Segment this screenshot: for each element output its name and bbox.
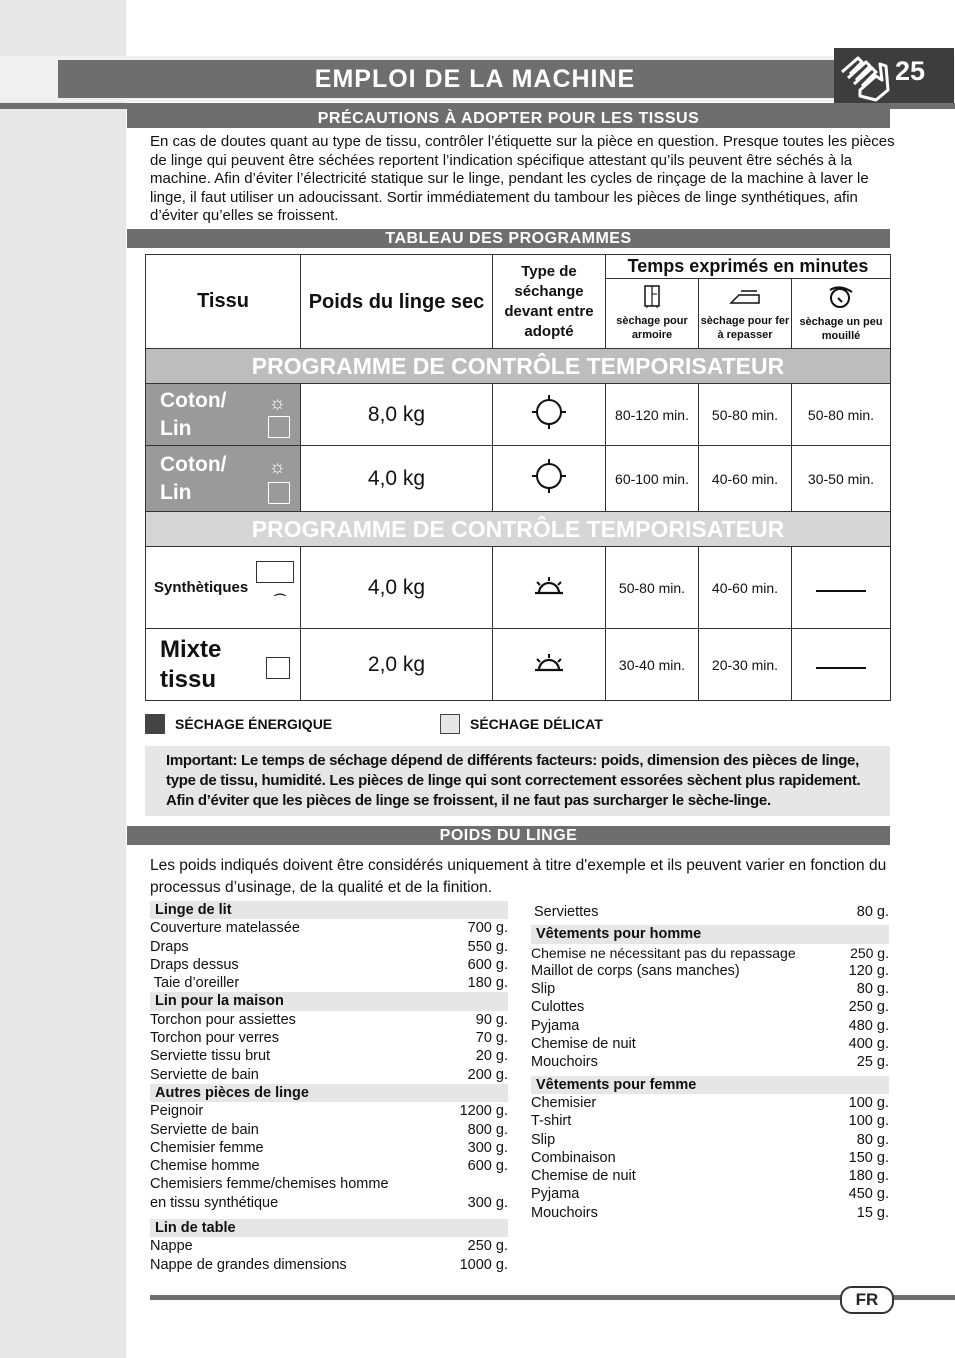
list-item xyxy=(150,1256,508,1274)
list-item xyxy=(150,1066,508,1084)
list-item xyxy=(531,1185,889,1203)
item-value: 250 g. xyxy=(848,999,889,1016)
item-value: 600 g. xyxy=(467,1158,508,1175)
group-title: Lin de table xyxy=(150,1219,508,1237)
type-cell xyxy=(493,629,606,701)
item-label: Culottes xyxy=(531,999,585,1016)
item-label: Chemise ne nécessitant pas du repassage xyxy=(531,944,796,961)
item-value: 70 g. xyxy=(475,1030,508,1047)
repasser-value: 40-60 min. xyxy=(699,547,792,629)
item-label: en tissu synthétique xyxy=(150,1194,279,1211)
label-icon xyxy=(268,416,290,438)
list-item xyxy=(531,1131,889,1149)
mouille-value xyxy=(792,547,891,629)
col-poids: Poids du linge sec xyxy=(301,255,493,349)
item-label: Chemise de nuit xyxy=(531,1168,636,1185)
item-value: 180 g. xyxy=(467,975,508,992)
list-item xyxy=(531,944,889,962)
item-value: 120 g. xyxy=(848,962,889,979)
item-label: Pyjama xyxy=(531,1017,580,1034)
sun-icon: ☼ xyxy=(268,457,286,478)
item-label: Nappe xyxy=(150,1238,193,1255)
list-item xyxy=(150,1047,508,1065)
list-item xyxy=(531,962,889,980)
group-title: Vêtements pour femme xyxy=(531,1076,889,1094)
list-item xyxy=(150,919,508,937)
item-value: 180 g. xyxy=(848,1168,889,1185)
item-label: Taie d’oreiller xyxy=(150,975,240,992)
legend-delicat-label: SÉCHAGE DÉLICAT xyxy=(470,716,603,732)
mouille-cell xyxy=(792,279,891,349)
list-item xyxy=(531,980,889,998)
list-item xyxy=(150,974,508,992)
banner-temporisateur-1: PROGRAMME DE CONTRÔLE TEMPORISATEUR xyxy=(146,349,891,384)
armoire-cell xyxy=(606,279,699,349)
armoire-value: 30-40 min. xyxy=(606,629,699,701)
item-value: 25 g. xyxy=(856,1054,889,1071)
legend-delicat xyxy=(440,714,603,734)
language-badge: FR xyxy=(840,1286,894,1314)
item-value: 600 g. xyxy=(467,956,508,973)
group-title: Autres pièces de linge xyxy=(150,1084,508,1102)
tissu-label: Mixte tissu xyxy=(160,635,222,693)
item-value: 1000 g. xyxy=(459,1256,508,1273)
weights-right-list xyxy=(531,903,889,1222)
tissu-cell xyxy=(146,446,301,512)
item-label: Mouchoirs xyxy=(531,1054,598,1071)
item-label: Chemisiers femme/chemises homme xyxy=(150,1176,389,1193)
item-label: Chemise de nuit xyxy=(531,1036,636,1053)
tissu-cell xyxy=(146,547,301,629)
item-label: Combinaison xyxy=(531,1149,616,1166)
armoire-value: 80-120 min. xyxy=(606,384,699,446)
tissu-label: Coton/ Lin xyxy=(160,452,227,504)
banner-temporisateur-2: PROGRAMME DE CONTRÔLE TEMPORISATEUR xyxy=(146,512,891,547)
list-item xyxy=(531,1167,889,1185)
item-label: Chemisier xyxy=(531,1094,597,1111)
item-label: Torchon pour assiettes xyxy=(150,1011,296,1028)
item-value: 80 g. xyxy=(856,904,889,920)
item-value: 550 g. xyxy=(467,938,508,955)
item-label: Couverture matelassée xyxy=(150,920,300,937)
list-item xyxy=(150,1237,508,1255)
table-row xyxy=(146,446,891,512)
repasser-value: 40-60 min. xyxy=(699,446,792,512)
type-cell xyxy=(493,547,606,629)
tissu-cell xyxy=(146,629,301,701)
item-label: Serviette tissu brut xyxy=(150,1048,271,1065)
tableau-heading: TABLEAU DES PROGRAMMES xyxy=(127,229,890,248)
list-item xyxy=(531,998,889,1016)
group-title: Linge de lit xyxy=(150,901,508,919)
list-item xyxy=(531,1112,889,1130)
item-value: 150 g. xyxy=(848,1149,889,1166)
programme-table xyxy=(145,254,891,701)
list-item xyxy=(150,1102,508,1120)
poids-intro: Les poids indiqués doivent être considérés uniquement à titre d'exemple et ils peuvent varier en fonction du processus d’usinage, de la qualité et de la finition. xyxy=(150,857,887,896)
footer-rule xyxy=(150,1295,955,1300)
item-value: 90 g. xyxy=(475,1011,508,1028)
col-tissu: Tissu xyxy=(146,255,301,349)
list-item xyxy=(150,1175,508,1193)
item-value: 250 g. xyxy=(467,1238,508,1255)
label-icon xyxy=(256,561,294,583)
item-value: 480 g. xyxy=(848,1017,889,1034)
page-title: EMPLOI DE LA MACHINE xyxy=(58,60,892,98)
poids-cell: 4,0 kg xyxy=(301,446,493,512)
weights-left-list xyxy=(150,901,508,1274)
item-value: 800 g. xyxy=(467,1121,508,1138)
group-title: Lin pour la maison xyxy=(150,992,508,1010)
list-item xyxy=(531,903,889,921)
high-heat-icon xyxy=(530,393,568,431)
repasser-label: sèchage pour fer à repasser xyxy=(700,315,790,341)
precautions-text: En cas de doutes quant au type de tissu, contrôler l’étiquette sur la pièce en question. Presque toutes les pièces de linge qui peuvent être séchées reportent l’indication spécifique attestant qu’ils peuvent être séchés à la machine. Afin d’éviter l’électricité statique sur le linge, pendant les cycles de rinçage de la machine à laver le linge, il faut utiliser un adoucissant. Sortir immédiatement du tambour les pièces de linge synthétiques, afin d’éviter qu’elles se froissent. xyxy=(150,133,895,224)
high-heat-icon xyxy=(530,457,568,495)
item-label: Maillot de corps (sans manches) xyxy=(531,962,740,979)
shirt-wet-icon xyxy=(826,284,856,310)
group-title: Vêtements pour homme xyxy=(531,925,889,943)
list-item xyxy=(531,1204,889,1222)
item-value: 15 g. xyxy=(856,1204,889,1221)
item-value: 700 g. xyxy=(467,920,508,937)
item-label: Pyjama xyxy=(531,1186,580,1203)
legend-energique-label: SÉCHAGE ÉNERGIQUE xyxy=(175,716,333,732)
list-item xyxy=(531,1017,889,1035)
poids-cell: 8,0 kg xyxy=(301,384,493,446)
item-label: Chemisier femme xyxy=(150,1139,264,1156)
tissu-label: Synthètiques xyxy=(154,579,249,596)
iron-icon xyxy=(729,285,761,309)
dash-mark xyxy=(816,590,866,592)
item-label: Serviette de bain xyxy=(150,1121,259,1138)
item-label: Mouchoirs xyxy=(531,1204,598,1221)
mouille-value: 30-50 min. xyxy=(792,446,891,512)
type-cell xyxy=(493,384,606,446)
item-label: Chemise homme xyxy=(150,1158,260,1175)
table-row xyxy=(146,384,891,446)
item-label: Slip xyxy=(531,981,556,998)
precautions-heading: PRÉCAUTIONS À ADOPTER POUR LES TISSUS xyxy=(127,109,890,128)
item-value: 80 g. xyxy=(856,981,889,998)
item-value: 250 g. xyxy=(850,944,889,961)
important-text: Important: Le temps de séchage dépend de différents facteurs: poids, dimension des pièces de linge, type de tissu, humidité. Les pièces de linge qui sont correctement essorées sèchent plus rapidement. Afin d’éviter que les pièces de linge se froissent, il ne faut pas surcharger le sèche-linge. xyxy=(166,752,861,809)
list-item xyxy=(150,938,508,956)
mouille-value xyxy=(792,629,891,701)
item-label: T-shirt xyxy=(531,1113,572,1130)
list-item xyxy=(150,1194,508,1212)
page-number: 25 xyxy=(895,56,926,86)
dash-mark xyxy=(816,667,866,669)
low-heat-icon xyxy=(531,650,567,674)
armoire-value: 60-100 min. xyxy=(606,446,699,512)
tissu-label: Coton/ Lin xyxy=(160,388,227,440)
item-value: 300 g. xyxy=(467,1194,508,1211)
list-item xyxy=(531,1035,889,1053)
item-value: 300 g. xyxy=(467,1139,508,1156)
sun-icon: ☼ xyxy=(268,393,286,414)
list-item xyxy=(531,1149,889,1167)
item-label: Nappe de grandes dimensions xyxy=(150,1256,347,1273)
item-label: Slip xyxy=(531,1131,556,1148)
page-margin xyxy=(0,0,126,1358)
low-heat-icon: ⌒ xyxy=(273,593,286,607)
dark-swatch xyxy=(145,714,165,734)
repasser-value: 50-80 min. xyxy=(699,384,792,446)
armoire-value: 50-80 min. xyxy=(606,547,699,629)
item-label: Serviette de bain xyxy=(150,1066,259,1083)
list-item xyxy=(531,1053,889,1071)
tissu-cell xyxy=(146,384,301,446)
item-label: Draps xyxy=(150,938,189,955)
item-value: 80 g. xyxy=(856,1131,889,1148)
item-value: 450 g. xyxy=(848,1186,889,1203)
mouille-value: 50-80 min. xyxy=(792,384,891,446)
label-icon xyxy=(268,482,290,504)
item-value: 20 g. xyxy=(475,1048,508,1065)
item-value: 200 g. xyxy=(467,1066,508,1083)
item-label: Serviettes xyxy=(534,904,599,920)
low-heat-icon xyxy=(531,573,567,597)
poids-heading: POIDS DU LINGE xyxy=(127,826,890,845)
repasser-value: 20-30 min. xyxy=(699,629,792,701)
list-item xyxy=(531,1094,889,1112)
mouille-label: sèchage un peu mouillé xyxy=(799,316,883,342)
hand-icon xyxy=(836,50,892,102)
list-item xyxy=(150,1029,508,1047)
item-value: 100 g. xyxy=(848,1113,889,1130)
item-value: 100 g. xyxy=(848,1094,889,1111)
item-label: Peignoir xyxy=(150,1103,204,1120)
poids-cell: 2,0 kg xyxy=(301,629,493,701)
col-temps: Temps exprimés en minutes xyxy=(606,255,891,279)
label-icon xyxy=(266,657,290,679)
legend-energique xyxy=(145,714,332,734)
poids-cell: 4,0 kg xyxy=(301,547,493,629)
list-item xyxy=(150,956,508,974)
list-item xyxy=(150,1011,508,1029)
light-swatch xyxy=(440,714,460,734)
list-item xyxy=(150,1157,508,1175)
item-value: 1200 g. xyxy=(459,1103,508,1120)
item-label: Draps dessus xyxy=(150,956,239,973)
col-type: Type de séchange devant entre adopté xyxy=(493,255,606,349)
armoire-label: sèchage pour armoire xyxy=(616,315,688,341)
item-label: Torchon pour verres xyxy=(150,1030,279,1047)
list-item xyxy=(150,1121,508,1139)
repasser-cell xyxy=(699,279,792,349)
wardrobe-icon xyxy=(643,285,661,309)
item-value: 400 g. xyxy=(848,1036,889,1053)
table-row xyxy=(146,547,891,629)
list-item xyxy=(150,1139,508,1157)
table-row xyxy=(146,629,891,701)
type-cell xyxy=(493,446,606,512)
